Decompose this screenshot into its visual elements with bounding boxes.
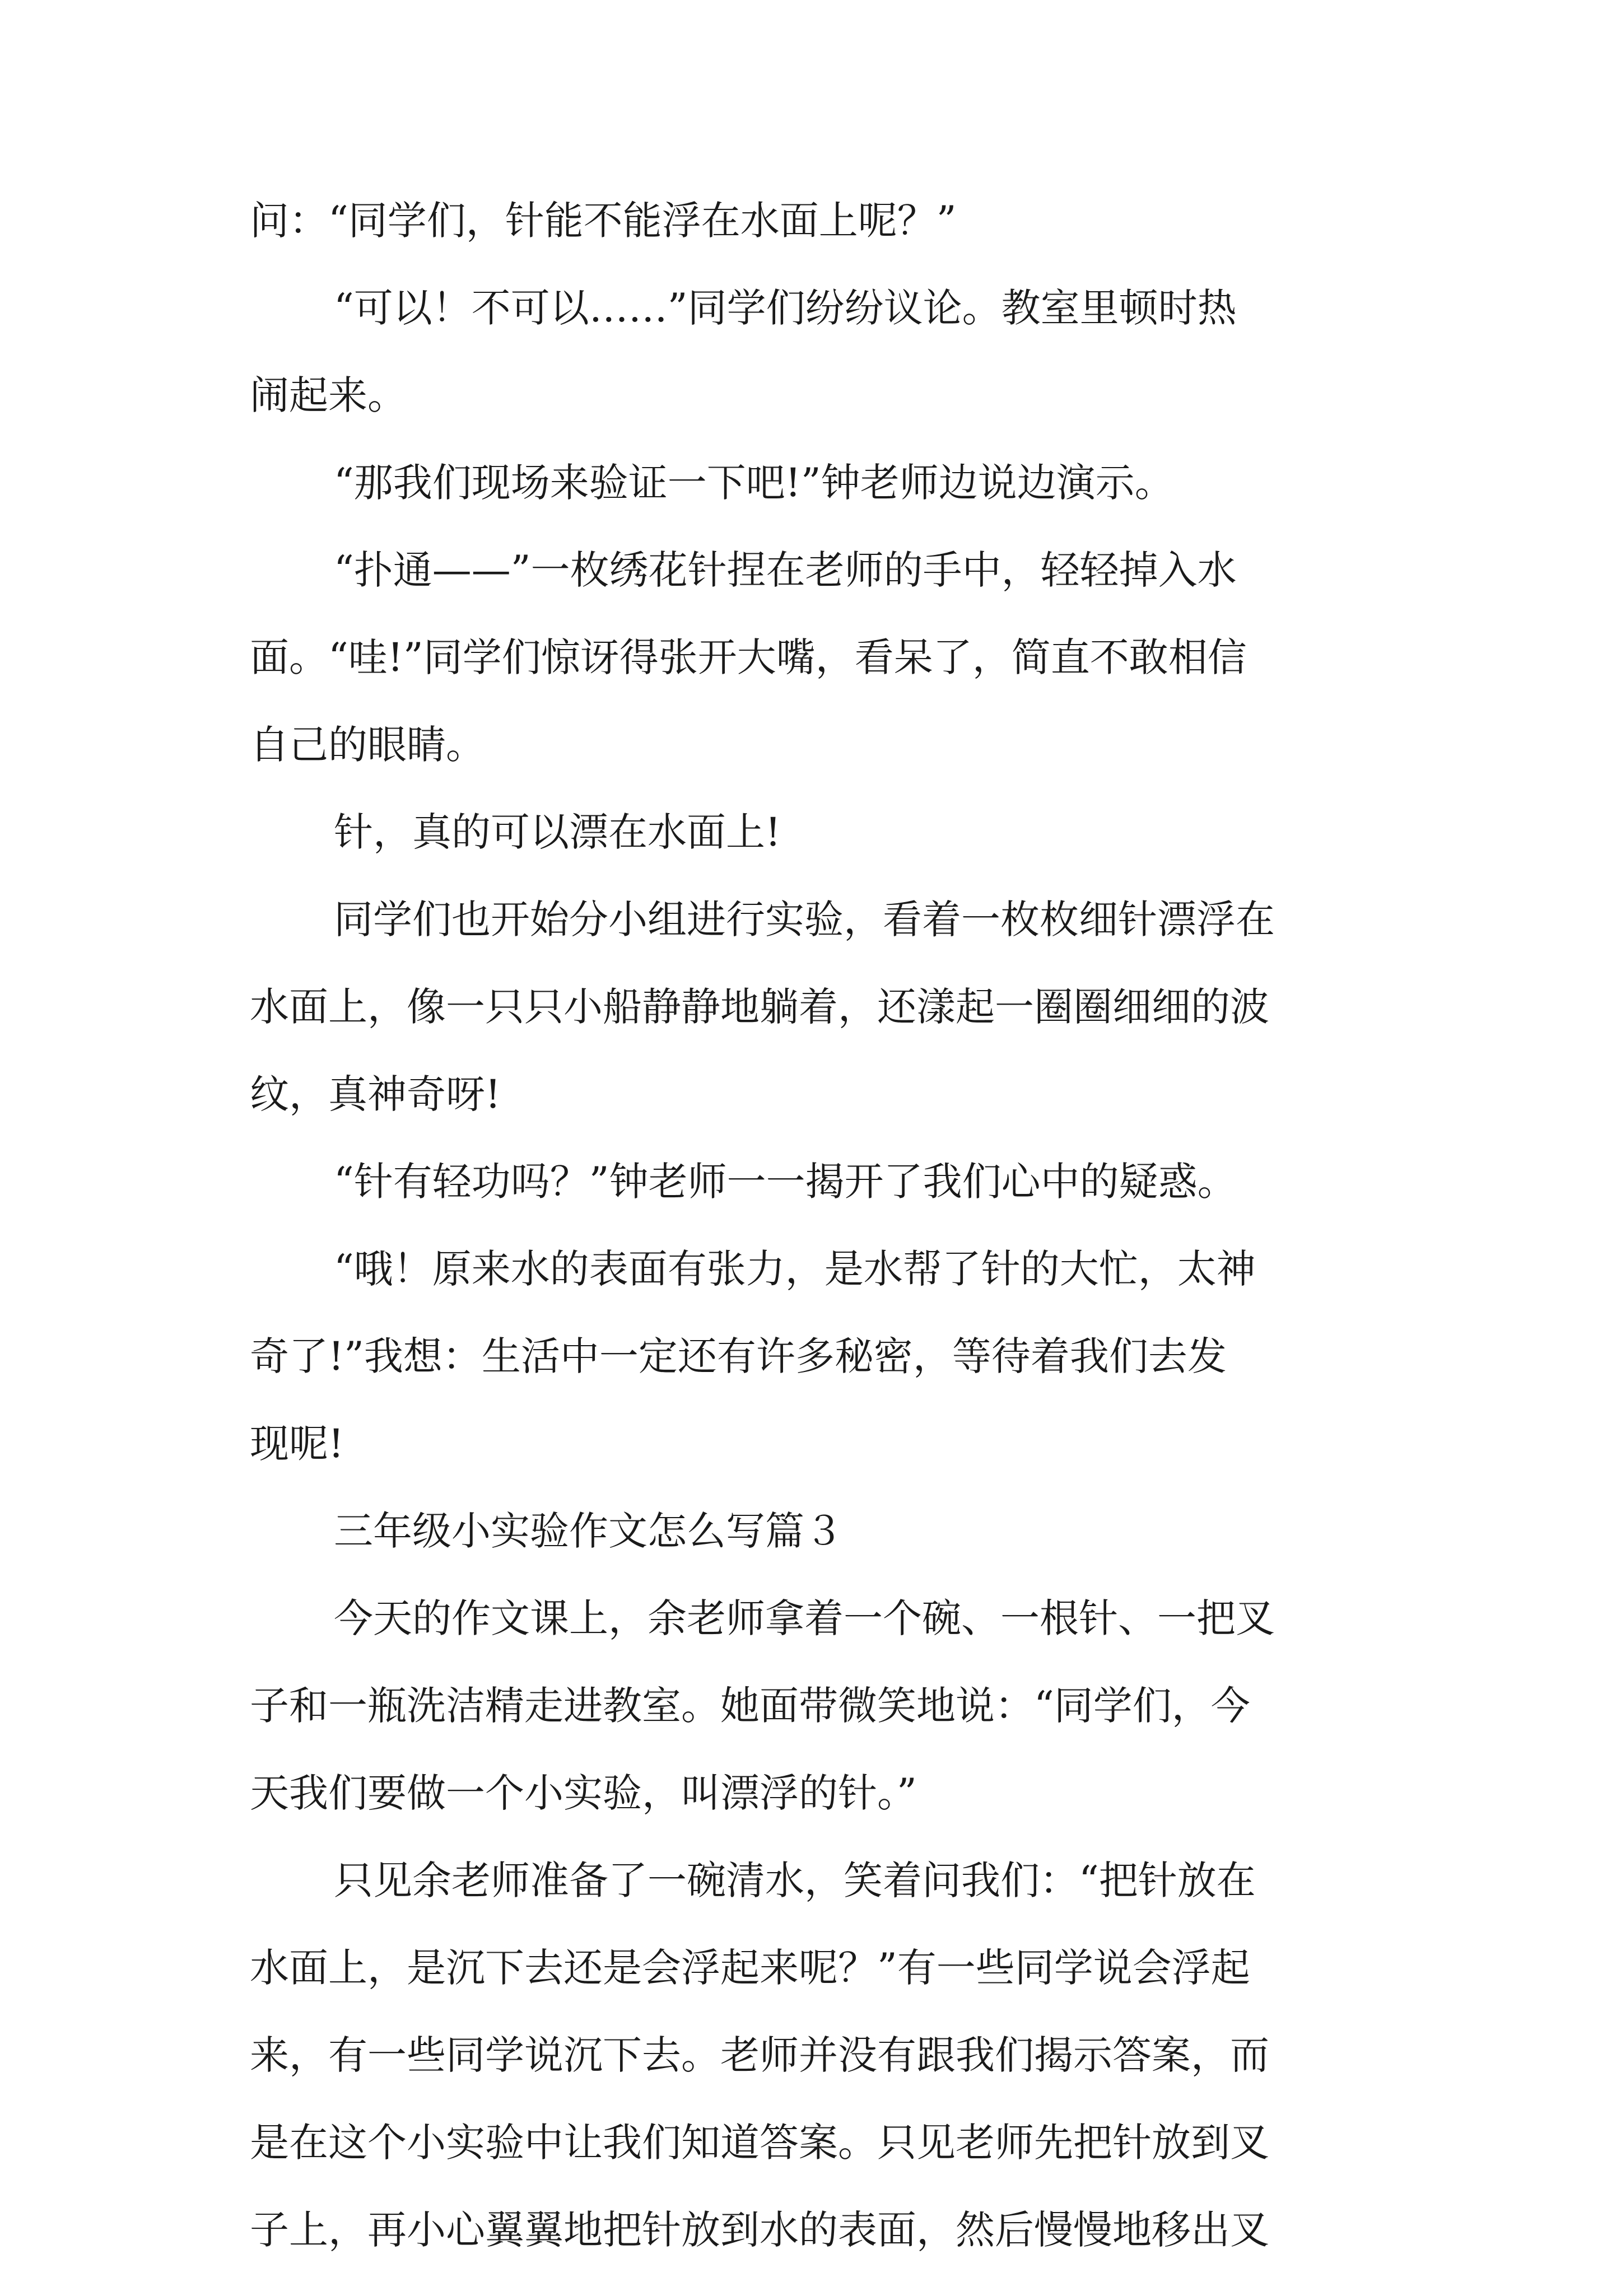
text-line: “哦！原来水的表面有张力，是水帮了针的大忙，太神 xyxy=(334,1246,1256,1292)
text-line: “针有轻功吗？”钟老师一一揭开了我们心中的疑惑。 xyxy=(334,1159,1237,1205)
text-line: 子和一瓶洗洁精走进教室。她面带微笑地说：“同学们，今 xyxy=(250,1683,1250,1729)
text-line: 奇了!”我想：生活中一定还有许多秘密，等待着我们去发 xyxy=(250,1333,1227,1379)
text-line: 问：“同学们，针能不能浮在水面上呢？” xyxy=(250,198,957,244)
text-line: 现呢! xyxy=(250,1421,344,1467)
text-line: 来，有一些同学说沉下去。老师并没有跟我们揭示答案，而 xyxy=(250,2032,1269,2078)
text-line: 子上，再小心翼翼地把针放到水的表面，然后慢慢地移出叉 xyxy=(250,2207,1269,2253)
text-line: “扑通——”一枚绣花针捏在老师的手中，轻轻掉入水 xyxy=(334,547,1237,593)
text-line: “那我们现场来验证一下吧!”钟老师边说边演示。 xyxy=(334,460,1174,506)
text-line: 是在这个小实验中让我们知道答案。只见老师先把针放到叉 xyxy=(250,2120,1269,2166)
text-line: 纹，真神奇呀! xyxy=(250,1071,501,1117)
text-line: 同学们也开始分小组进行实验，看着一枚枚细针漂浮在 xyxy=(334,897,1275,942)
text-line: 水面上，像一只只小船静静地躺着，还漾起一圈圈细细的波 xyxy=(250,984,1269,1030)
text-line: “可以！不可以……”同学们纷纷议论。教室里顿时热 xyxy=(334,285,1237,331)
text-line: 今天的作文课上，余老师拿着一个碗、一根针、一把叉 xyxy=(334,1595,1275,1641)
document-body xyxy=(250,199,1381,2296)
text-line: 针，真的可以漂在水面上! xyxy=(334,809,781,855)
section-heading: 三年级小实验作文怎么写篇３ xyxy=(334,1508,844,1554)
text-line: 水面上，是沉下去还是会浮起来呢？”有一些同学说会浮起 xyxy=(250,1945,1250,1991)
text-line: 天我们要做一个小实验，叫漂浮的针。” xyxy=(250,1770,917,1816)
text-line: 自己的眼睛。 xyxy=(250,722,485,768)
text-line: 面。“哇!”同学们惊讶得张开大嘴，看呆了，简直不敢相信 xyxy=(250,634,1247,680)
text-line: 闹起来。 xyxy=(250,372,407,418)
text-line: 只见余老师准备了一碗清水，笑着问我们：“把针放在 xyxy=(334,1858,1256,1903)
